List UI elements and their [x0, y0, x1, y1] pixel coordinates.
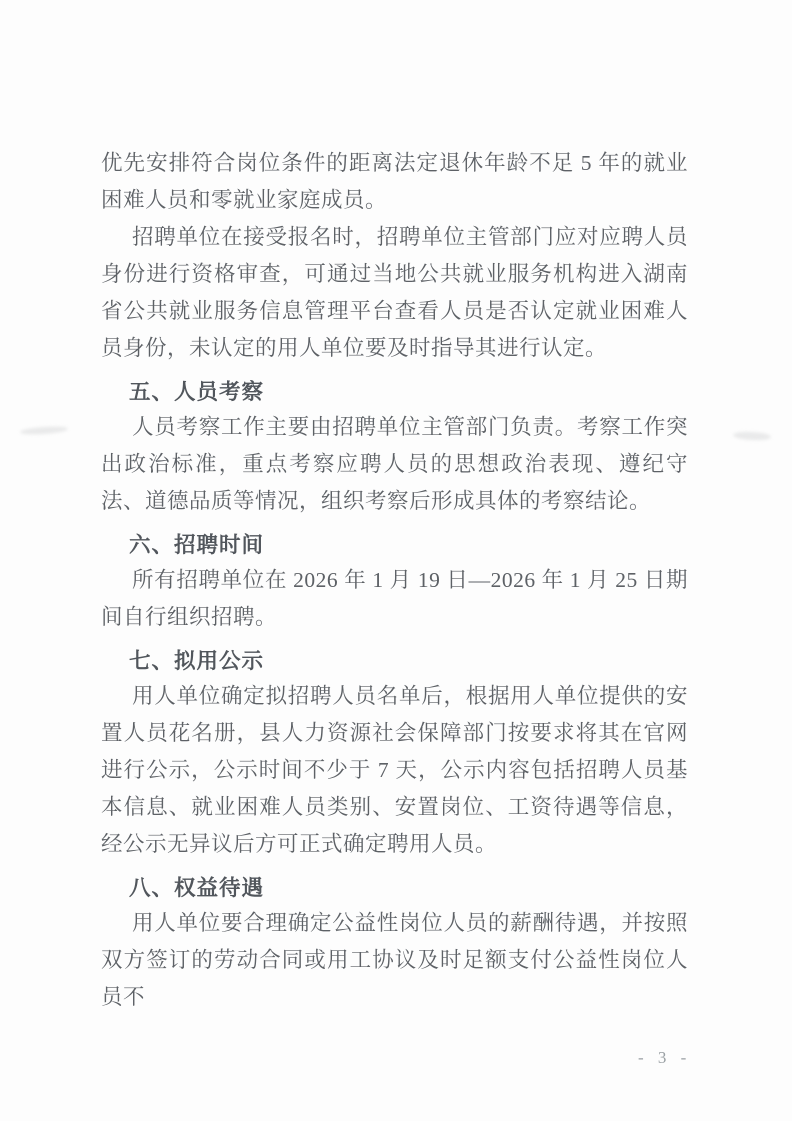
scan-smudge-left: [20, 425, 68, 435]
paragraph-inspection-details: 人员考察工作主要由招聘单位主管部门负责。考察工作突出政治标准，重点考察应聘人员的思想政治表现、遵纪守法、道德品质等情况，组织考察后形成具体的考察结论。: [101, 415, 688, 513]
document-body: [101, 145, 688, 1016]
section-heading-8-rights-benefits: 八、权益待遇: [129, 876, 265, 900]
paragraph-benefits-details: 用人单位要合理确定公益性岗位人员的薪酬待遇，并按照双方签订的劳动合同或用工协议及时足额支付公益性岗位人员不: [101, 911, 688, 1009]
section-heading-5-personnel-inspection: 五、人员考察: [129, 380, 265, 404]
section-heading-7-public-notice: 七、拟用公示: [129, 649, 265, 673]
page-number: - 3 -: [638, 1048, 692, 1067]
paragraph-public-notice-details: 用人单位确定拟招聘人员名单后，根据用人单位提供的安置人员花名册，县人力资源社会保障部门按要求将其在官网进行公示，公示时间不少于 7 天，公示内容包括招聘人员基本信息、就业困难人员类别、安置岗位、工资待遇等信息，经公示无异议后方可正式确定聘用人员。: [101, 684, 688, 856]
section-heading-6-recruitment-time: 六、招聘时间: [129, 533, 265, 557]
paragraph-continuation: 优先安排符合岗位条件的距离法定退休年龄不足 5 年的就业困难人员和零就业家庭成员。: [101, 151, 688, 212]
paragraph-recruitment-dates: 所有招聘单位在 2026 年 1 月 19 日—2026 年 1 月 25 日期间自行组织招聘。: [101, 568, 688, 629]
scan-smudge-right: [733, 431, 771, 441]
paragraph-registration-review: 招聘单位在接受报名时，招聘单位主管部门应对应聘人员身份进行资格审查，可通过当地公共就业服务机构进入湖南省公共就业服务信息管理平台查看人员是否认定就业困难人员身份，未认定的用人单位要及时指导其进行认定。: [101, 225, 688, 360]
